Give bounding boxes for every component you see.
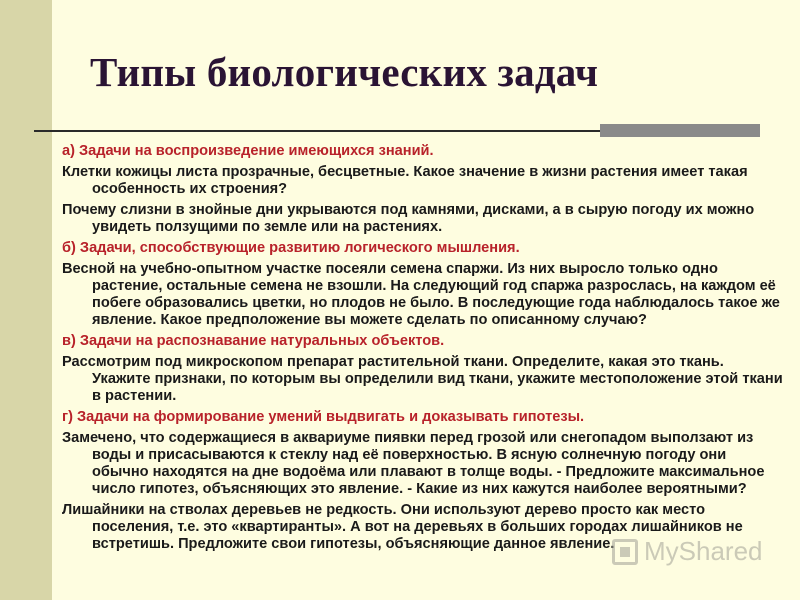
- slide-title: Типы биологических задач: [90, 49, 599, 95]
- task-paragraph: Клетки кожицы листа прозрачные, бесцветные. Какое значение в жизни растения имеет такая особенность их строения?: [62, 164, 748, 197]
- slide-content: [62, 143, 784, 557]
- watermark: [612, 536, 763, 567]
- section-heading: в) Задачи на распознавание натуральных объектов.: [62, 333, 445, 349]
- watermark-logo-icon: [612, 539, 638, 565]
- task-paragraph: Лишайники на стволах деревьев не редкость. Они используют дерево просто как место поселения, т.е. это «квартиранты». А вот на деревьях в больших городах лишайников не встретишь. Предложите свои гипотезы, объясняющие данное явление.: [62, 502, 743, 552]
- task-paragraph: Рассмотрим под микроскопом препарат растительной ткани. Определите, какая это ткань. Укажите признаки, по которым вы определили вид ткани, укажите местоположение этой ткани в растении.: [62, 354, 783, 404]
- title-accent-bar: [600, 124, 760, 137]
- title-underline: [34, 130, 600, 132]
- watermark-text: MyShared: [644, 536, 763, 566]
- task-paragraph: Замечено, что содержащиеся в аквариуме пиявки перед грозой или снегопадом выползают из воды и присасываются к стеклу над её поверхностью. В ясную солнечную погоду они обычно находятся на дне водоёма или плавают в толще воды. - Предложите максимальное число гипотез, объясняющих это явление. - Какие из них кажутся наиболее вероятными?: [62, 430, 765, 497]
- left-decor-bar: [0, 0, 52, 600]
- section-heading: б) Задачи, способствующие развитию логического мышления.: [62, 240, 520, 256]
- task-paragraph: Почему слизни в знойные дни укрываются под камнями, дисками, а в сырую погоду их можно увидеть ползущими по земле или на растениях.: [62, 202, 755, 235]
- task-paragraph: Весной на учебно-опытном участке посеяли семена спаржи. Из них выросло только одно растение, остальные семена не взошли. На следующий год спаржа разрослась, на каждом её побеге образовались цветки, но плодов не было. В последующие года наблюдалось такое же явление. Какое предположение вы можете сделать по описанному случаю?: [62, 261, 780, 328]
- section-heading: а) Задачи на воспроизведение имеющихся знаний.: [62, 143, 434, 159]
- section-heading: г) Задачи на формирование умений выдвигать и доказывать гипотезы.: [62, 409, 585, 425]
